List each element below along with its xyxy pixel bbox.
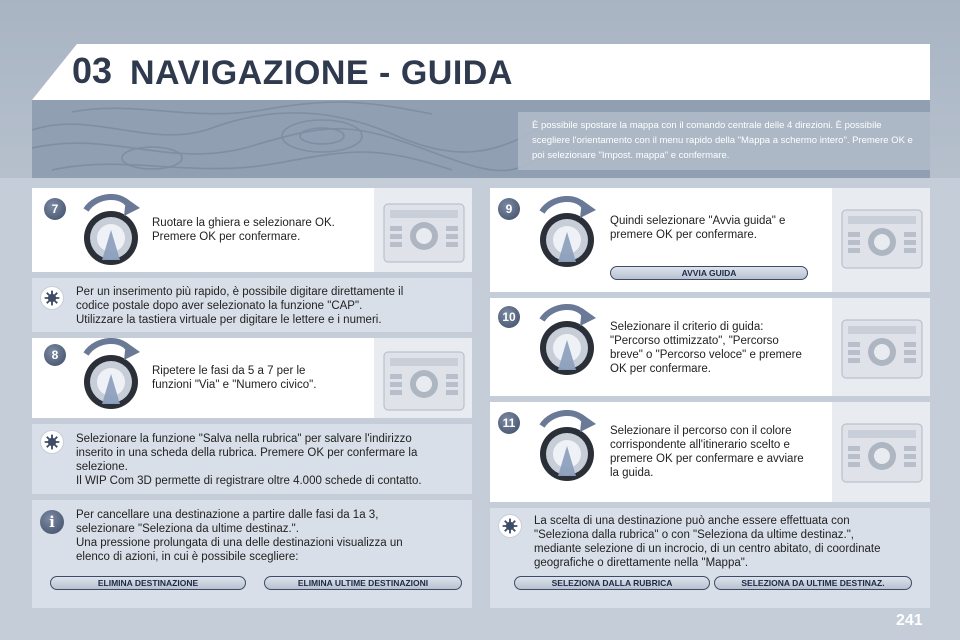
gear-icon [40, 430, 64, 454]
chapter-number: 03 [72, 50, 113, 91]
step-7-badge: 7 [44, 198, 66, 220]
note-rubrica-text: Selezionare la funzione "Salva nella rubrica" per salvare l'indirizzo inserito in una scheda della rubrica. Premere OK per confermare la selezione. Il WIP Com 3D permette di registrare oltre 4.000 schede di contatto. [76, 433, 422, 487]
push-knob-icon [532, 300, 602, 390]
radio-unit-icon [376, 188, 472, 274]
step-9-badge: 9 [498, 198, 520, 220]
radio-unit-icon [834, 194, 930, 280]
radio-unit-icon [376, 336, 472, 422]
rotary-knob-icon [76, 190, 146, 280]
elimina-destinazione-button[interactable]: ELIMINA DESTINAZIONE [50, 576, 246, 590]
seleziona-dalla-rubrica-button[interactable]: SELEZIONA DALLA RUBRICA [514, 576, 710, 590]
note-choice-text: La scelta di una destinazione può anche essere effettuata con "Seleziona dalla rubrica" o con "Seleziona da ultime destinaz.", mediante selezione di un incrocio, di un centro abitato, di coordinate geografiche o direttamente nella "Mappa". [534, 515, 881, 569]
page-number: 241 [896, 612, 923, 629]
step-11-badge: 11 [498, 412, 520, 434]
note-cap-text: Per un inserimento più rapido, è possibile digitare direttamente il codice postale dopo aver selezionato la funzione "CAP". Utilizzare la tastiera virtuale per digitare le lettere e i numeri. [76, 286, 404, 326]
step-8-badge: 8 [44, 344, 66, 366]
intro-text: È possibile spostare la mappa con il comando centrale delle 4 direzioni. È possibile scegliere l'orientamento con il menu rapido della "Mappa a schermo intero". Premere OK e poi selezionare "Impost. mappa" e confermare. [532, 120, 913, 161]
elimina-ultime-destinazioni-button[interactable]: ELIMINA ULTIME DESTINAZIONI [264, 576, 462, 590]
step-10-text: Selezionare il criterio di guida: "Percorso ottimizzato", "Percorso breve" o "Percorso veloce" e premere OK per confermare. [610, 321, 802, 375]
rotary-knob-icon [76, 334, 146, 424]
radio-unit-icon [834, 304, 930, 390]
step-7-text: Ruotare la ghiera e selezionare OK. Premere OK per confermare. [152, 217, 335, 243]
gear-icon [498, 514, 522, 538]
push-knob-icon [532, 192, 602, 282]
step-8-text: Ripetere le fasi da 5 a 7 per le funzioni "Via" e "Numero civico". [152, 365, 317, 391]
seleziona-da-ultime-destinaz-button[interactable]: SELEZIONA DA ULTIME DESTINAZ. [714, 576, 912, 590]
push-knob-icon [532, 406, 602, 496]
step-9-text: Quindi selezionare "Avvia guida" e premere OK per confermare. [610, 215, 786, 241]
note-cancel-text: Per cancellare una destinazione a partire dalle fasi da 1a 3, selezionare "Seleziona da ultime destinaz.". Una pressione prolungata di una delle destinazioni visualizza un elenco di azioni, in cui è possibile scegliere: [76, 509, 403, 563]
info-icon: i [40, 510, 64, 534]
gear-icon [40, 286, 64, 310]
page-title: NAVIGAZIONE - GUIDA [130, 54, 513, 92]
avvia-guida-button[interactable]: AVVIA GUIDA [610, 266, 808, 280]
radio-unit-icon [834, 408, 930, 494]
step-10-badge: 10 [498, 306, 520, 328]
step-11-text: Selezionare il percorso con il colore corrispondente all'itinerario scelto e premere OK per confermare e avviare la guida. [610, 425, 804, 479]
